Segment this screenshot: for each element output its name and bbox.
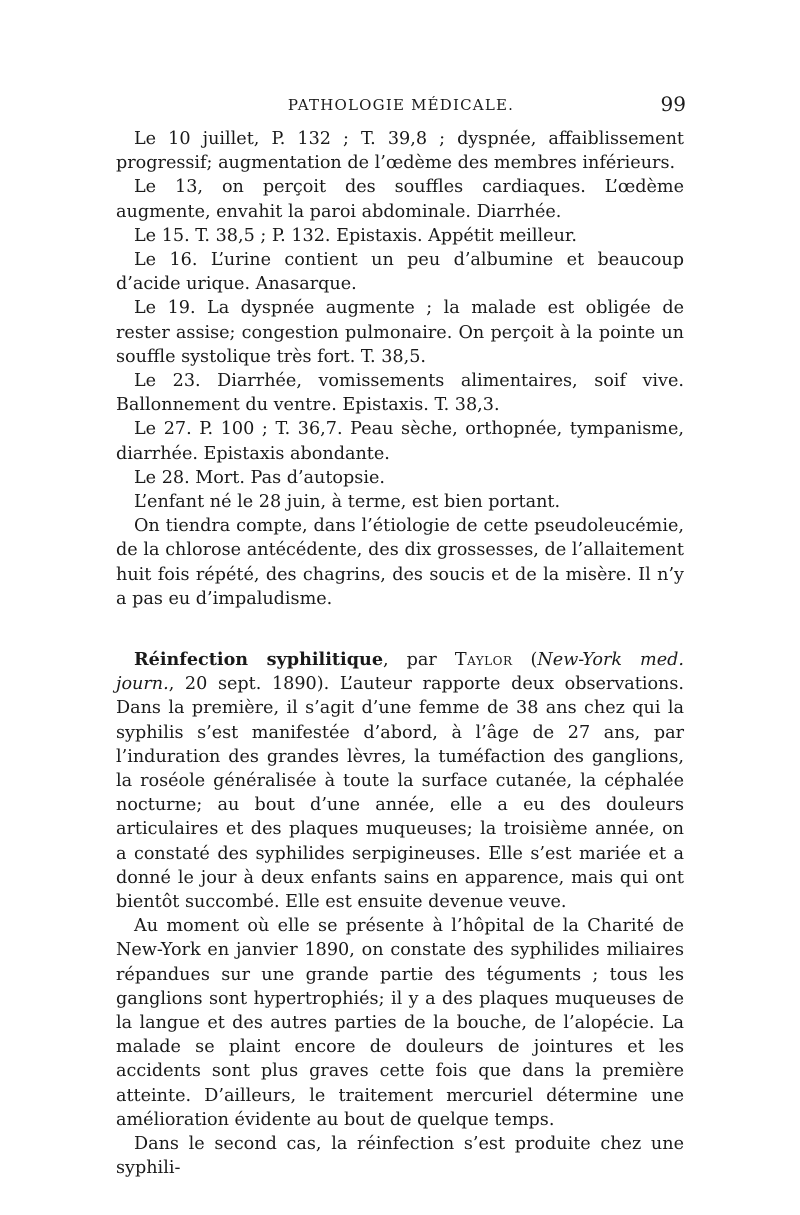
reference-open: ( [512, 650, 538, 670]
case-note-paragraph: Le 27. P. 100 ; T. 36,7. Peau sèche, orthopnée, tympanisme, diarrhée. Epistaxis abondante. [116, 419, 684, 464]
running-header [116, 92, 686, 120]
page-number: 99 [660, 92, 686, 116]
case-note-paragraph: Le 10 juillet, P. 132 ; T. 39,8 ; dyspnée, affaiblissement progressif; augmentation de l’œdème des membres inférieurs. [116, 129, 684, 174]
case-note-paragraph: Le 19. La dyspnée augmente ; la malade est obligée de rester assise; congestion pulmonaire. On perçoit à la pointe un souffle systolique très fort. T. 38,5. [116, 298, 684, 367]
article-paragraph: Au moment où elle se présente à l’hôpital de la Charité de New-York en janvier 1890, on constate des syphilides miliaires répandues sur une grande partie des téguments ; tous les ganglions sont hypertrophiés; il y a des plaques muqueuses de la langue et des autres parties de la bouche, de l’alopécie. La malade se plaint encore de douleurs de jointures et les accidents sont plus graves cette fois que dans la première atteinte. D’ailleurs, le traitement mercuriel détermine une amélioration évidente au bout de quelque temps. [116, 916, 684, 1130]
case-notes [116, 127, 684, 611]
case-note-paragraph: Le 23. Diarrhée, vomissements alimentaires, soif vive. Ballonnement du ventre. Epistaxis. T. 38,3. [116, 371, 684, 416]
article-journal: New-York med. journ. [116, 650, 684, 695]
running-title: PATHOLOGIE MÉDICALE. [287, 96, 515, 114]
article-paragraph: Dans le second cas, la réinfection s’est produite chez une syphili- [116, 1134, 684, 1179]
reference-close: , 20 sept. 1890). [168, 674, 340, 695]
case-note-paragraph: On tiendra compte, dans l’étiologie de cette pseudoleucémie, de la chlorose antécédente, des dix grossesses, de l’allaitement huit fois répété, des chagrins, des soucis et de la misère. Il n’y a pas eu d’impaludisme. [116, 516, 684, 609]
case-note-paragraph: L’enfant né le 28 juin, à terme, est bien portant. [134, 492, 561, 513]
article-by: , par [383, 650, 455, 670]
case-note-paragraph: Le 28. Mort. Pas d’autopsie. [134, 467, 385, 488]
case-note-paragraph: Le 16. L’urine contient un peu d’albumine et beaucoup d’acide urique. Anasarque. [116, 250, 684, 295]
article-author: Taylor [454, 650, 513, 670]
article-first-paragraph-text: L’auteur rapporte deux observations. Dans la première, il s’agit d’une femme de 38 ans chez qui la syphilis s’est manifestée d’abord, à l’âge de 27 ans, par l’induration des grandes lèvres, la tuméfaction des ganglions, la roséole généralisée à toute la surface cutanée, la céphalée nocturne; au bout d’une année, elle a eu des douleurs articulaires et des plaques muqueuses; la troisième année, on a constaté des syphilides serpigineuses. Elle s’est mariée et a donné le jour à deux enfants sains en apparence, mais qui ont bientôt succombé. Elle est ensuite devenue veuve. [116, 674, 685, 913]
article-title: Réinfection syphilitique [134, 649, 384, 670]
case-note-paragraph: Le 15. T. 38,5 ; P. 132. Epistaxis. Appétit meilleur. [134, 225, 577, 246]
article-first-paragraph [116, 648, 684, 914]
article-reinfection [116, 648, 684, 1180]
case-note-paragraph: Le 13, on perçoit des souffles cardiaques. L’œdème augmente, envahit la paroi abdominale. Diarrhée. [116, 177, 684, 222]
